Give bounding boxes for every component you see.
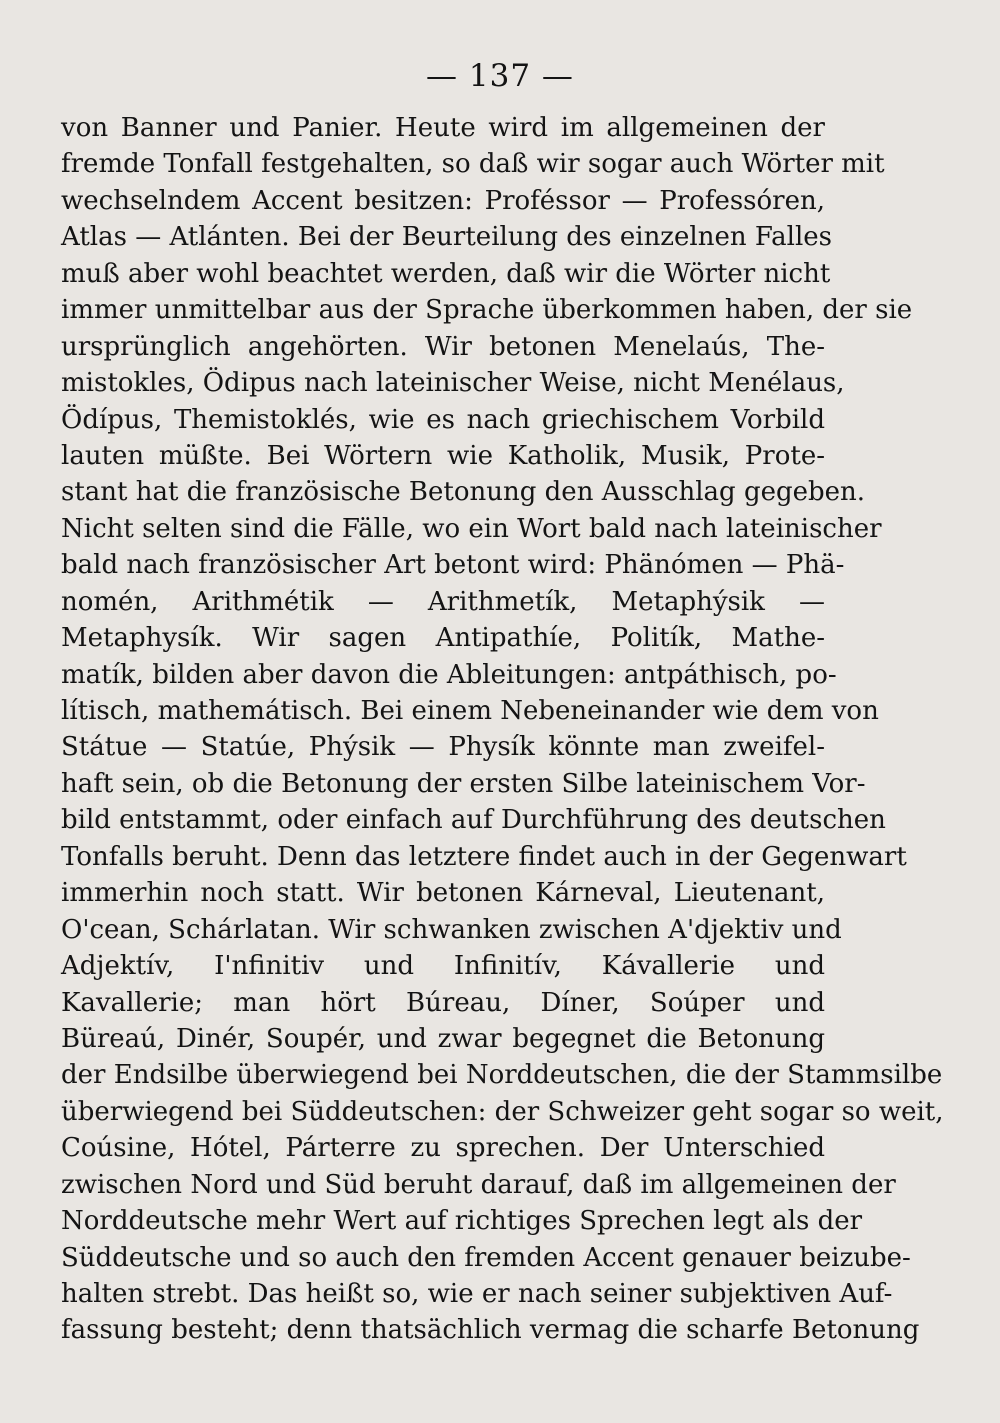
text-line: halten strebt. Das heißt so, wie er nach seiner subjektiven Auf- (61, 1279, 893, 1309)
text-line: bald nach französischer Art betont wird: Phänómen — Phä- (61, 550, 845, 581)
text-line: matík, bilden aber davon die Ableitungen: antpáthisch, po- (61, 659, 837, 690)
text-line: fassung besteht; denn thatsächlich vermag die scharfe Betonung (61, 1315, 920, 1346)
text-line: Atlas — Atlánten. Bei der Beurteilung des einzelnen Falles (61, 222, 832, 253)
text-line: Kavallerie; man hört Búreau, Díner, Soúper und (61, 987, 825, 1018)
text-line: Adjektív, I'nfinitiv und Infinitív, Kávallerie und (61, 951, 825, 982)
text-line: O'cean, Schárlatan. Wir schwanken zwischen A'djektiv und (61, 914, 842, 945)
text-line: haft sein, ob die Betonung der ersten Silbe lateinischem Vor- (61, 768, 866, 799)
text-line: Norddeutsche mehr Wert auf richtiges Sprechen legt als der (61, 1206, 863, 1237)
text-line: nomén, Arithmétik — Arithmetík, Metaphýsik — (61, 586, 825, 617)
text-line: immerhin noch statt. Wir betonen Kárneval, Lieutenant, (61, 878, 825, 909)
text-line: Státue — Statúe, Phýsik — Physík könnte man zweifel- (61, 732, 825, 763)
text-line: der Endsilbe überwiegend bei Norddeutschen, die der Stammsilbe (61, 1060, 943, 1091)
text-line: zwischen Nord und Süd beruht darauf, daß im allgemeinen der (61, 1169, 896, 1200)
text-line: ursprünglich angehörten. Wir betonen Menelaús, The- (61, 331, 825, 362)
text-line: bild entstammt, oder einfach auf Durchführung des deutschen (61, 805, 886, 836)
text-line: lítisch, mathemátisch. Bei einem Nebeneinander wie dem von (61, 696, 879, 726)
text-line: wechselndem Accent besitzen: Proféssor — Professóren, (61, 185, 825, 216)
text-line: Nicht selten sind die Fälle, wo ein Wort bald nach lateinischer (61, 513, 882, 544)
body-text (61, 110, 944, 1349)
text-line: stant hat die französische Betonung den Ausschlag gegeben. (61, 477, 866, 508)
text-line: Ödípus, Themistoklés, wie es nach griechischem Vorbild (61, 404, 825, 435)
text-line: Süddeutsche und so auch den fremden Accent genauer beizube- (61, 1242, 911, 1273)
text-line: von Banner und Panier. Heute wird im allgemeinen der (61, 113, 825, 143)
text-line: lauten müßte. Bei Wörtern wie Katholik, Musik, Prote- (61, 440, 825, 471)
text-line: Metaphysík. Wir sagen Antipathíe, Politík, Mathe- (61, 623, 825, 654)
text-line: fremde Tonfall festgehalten, so daß wir sogar auch Wörter mit (61, 149, 885, 180)
text-line: Coúsine, Hótel, Párterre zu sprechen. Der Unterschied (61, 1133, 825, 1164)
text-line: muß aber wohl beachtet werden, daß wir die Wörter nicht (61, 258, 831, 289)
text-line: Tonfalls beruht. Denn das letztere findet auch in der Gegenwart (61, 841, 907, 872)
text-line: mistokles, Ödipus nach lateinischer Weise, nicht Menélaus, (61, 368, 845, 399)
text-line: immer unmittelbar aus der Sprache überkommen haben, der sie (61, 295, 913, 326)
page-number: — 137 — (426, 58, 574, 94)
text-line: Büreaú, Dinér, Soupér, und zwar begegnet die Betonung (61, 1023, 825, 1054)
text-line: überwiegend bei Süddeutschen: der Schweizer geht sogar so weit, (61, 1096, 944, 1127)
